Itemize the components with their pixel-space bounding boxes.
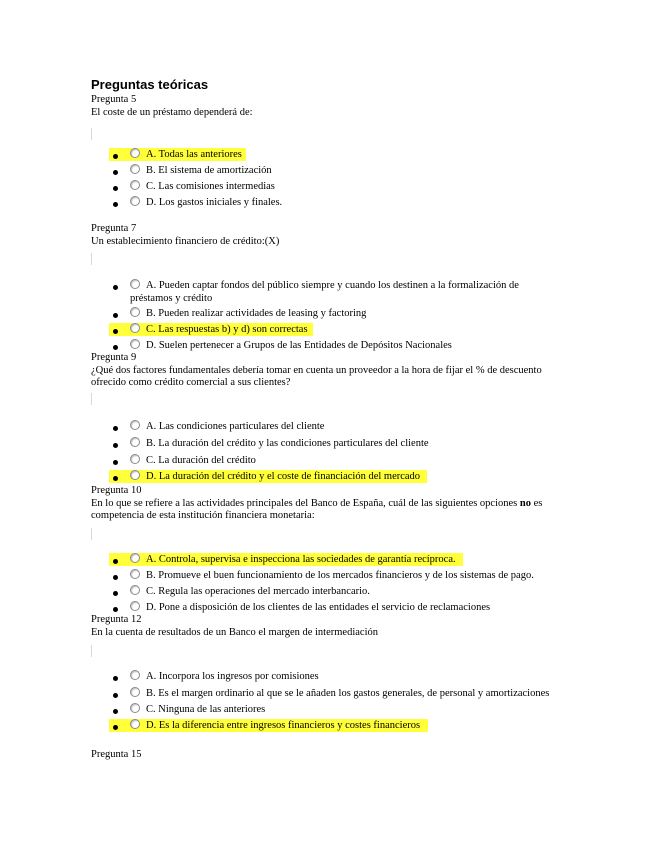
- option-label: C. Regula las operaciones del mercado interbancario.: [146, 586, 370, 597]
- radio-button-icon[interactable]: [130, 437, 140, 447]
- answer-field-marker: [91, 253, 92, 265]
- radio-button-icon[interactable]: [130, 470, 140, 480]
- option-label: C. Las respuestas b) y d) son correctas: [146, 324, 308, 335]
- answer-field-marker: [91, 128, 92, 140]
- question-text-emphasis: no: [519, 497, 531, 509]
- question-number: Pregunta 5: [91, 94, 137, 105]
- bullet-icon: [113, 476, 118, 481]
- question-12: [91, 614, 561, 639]
- radio-button-icon[interactable]: [130, 687, 140, 697]
- option-label: A. Las condiciones particulares del cliente: [146, 421, 325, 432]
- question-text: En la cuenta de resultados de un Banco el margen de intermediación: [91, 626, 378, 638]
- answer-field-marker: [91, 393, 92, 405]
- option-label: A. Pueden captar fondos del público siempre y cuando los destinen a la formalización de préstamos y crédito: [130, 280, 519, 304]
- question-7: [91, 223, 561, 248]
- option-label: D. Suelen pertenecer a Grupos de las Entidades de Depósitos Nacionales: [146, 340, 452, 351]
- option-label: C. La duración del crédito: [146, 455, 256, 466]
- bullet-icon: [113, 313, 118, 318]
- radio-button-icon[interactable]: [130, 323, 140, 333]
- question-number: Pregunta 12: [91, 614, 142, 625]
- option-label: B. Promueve el buen funcionamiento de los mercados financieros y de los sistemas de pago.: [146, 570, 534, 581]
- bullet-icon: [113, 202, 118, 207]
- radio-button-icon[interactable]: [130, 307, 140, 317]
- question-text: ¿Qué dos factores fundamentales debería tomar en cuenta un proveedor a la hora de fijar el % de descuento ofrecido como crédito comercial a sus clientes?: [91, 364, 542, 389]
- option-label: C. Ninguna de las anteriores: [146, 704, 266, 715]
- option-label: C. Las comisiones intermedias: [146, 181, 275, 192]
- question-number: Pregunta 9: [91, 352, 137, 363]
- option-label: D. Los gastos iniciales y finales.: [146, 197, 283, 208]
- question-text: Un establecimiento financiero de crédito:(X): [91, 235, 280, 247]
- bullet-icon: [113, 285, 118, 290]
- bullet-icon: [113, 460, 118, 465]
- radio-button-icon[interactable]: [130, 719, 140, 729]
- radio-button-icon[interactable]: [130, 339, 140, 349]
- radio-button-icon[interactable]: [130, 569, 140, 579]
- bullet-icon: [113, 709, 118, 714]
- bullet-icon: [113, 443, 118, 448]
- bullet-icon: [113, 170, 118, 175]
- question-15: [91, 749, 561, 762]
- bullet-icon: [113, 426, 118, 431]
- bullet-icon: [113, 676, 118, 681]
- question-9: [91, 352, 561, 390]
- bullet-icon: [113, 559, 118, 564]
- bullet-icon: [113, 329, 118, 334]
- option-label: A. Incorpora los ingresos por comisiones: [146, 671, 319, 682]
- question-5: [91, 94, 561, 119]
- section-title: Preguntas teóricas: [91, 77, 209, 92]
- option-label: B. Pueden realizar actividades de leasing y factoring: [146, 308, 367, 319]
- radio-button-icon[interactable]: [130, 553, 140, 563]
- option-label: D. Pone a disposición de los clientes de las entidades el servicio de reclamaciones: [146, 602, 491, 613]
- radio-button-icon[interactable]: [130, 585, 140, 595]
- question-text: El coste de un préstamo dependerá de:: [91, 106, 253, 118]
- answer-field-marker: [91, 528, 92, 540]
- option-label: B. Es el margen ordinario al que se le añaden los gastos generales, de personal y amortizaciones: [146, 688, 550, 699]
- question-number: Pregunta 15: [91, 749, 142, 760]
- bullet-icon: [113, 186, 118, 191]
- option-label: A. Todas las anteriores: [146, 149, 242, 160]
- radio-button-icon[interactable]: [130, 196, 140, 206]
- bullet-icon: [113, 345, 118, 350]
- radio-button-icon[interactable]: [130, 454, 140, 464]
- radio-button-icon[interactable]: [130, 601, 140, 611]
- question-10: [91, 485, 561, 523]
- answer-field-marker: [91, 645, 92, 657]
- question-number: Pregunta 7: [91, 223, 137, 234]
- radio-button-icon[interactable]: [130, 148, 140, 158]
- option-label: D. La duración del crédito y el coste de financiación del mercado: [146, 471, 421, 482]
- bullet-icon: [113, 591, 118, 596]
- option-label: B. El sistema de amortización: [146, 165, 272, 176]
- option-label: D. Es la diferencia entre ingresos financieros y costes financieros: [146, 720, 421, 731]
- bullet-icon: [113, 725, 118, 730]
- radio-button-icon[interactable]: [130, 180, 140, 190]
- bullet-icon: [113, 693, 118, 698]
- radio-button-icon[interactable]: [130, 670, 140, 680]
- question-text: [91, 498, 561, 523]
- radio-button-icon[interactable]: [130, 420, 140, 430]
- question-text-part: es competencia de esta institución financiera monetaria:: [91, 497, 543, 522]
- question-number: Pregunta 10: [91, 485, 142, 496]
- bullet-icon: [113, 575, 118, 580]
- option-label: B. La duración del crédito y las condiciones particulares del cliente: [146, 438, 429, 449]
- option-label: A. Controla, supervisa e inspecciona las sociedades de garantía recíproca.: [146, 554, 456, 565]
- question-text-part: En lo que se refiere a las actividades principales del Banco de España, cuál de las siguientes opciones: [91, 497, 520, 509]
- bullet-icon: [113, 607, 118, 612]
- radio-button-icon[interactable]: [130, 164, 140, 174]
- bullet-icon: [113, 154, 118, 159]
- radio-button-icon[interactable]: [130, 703, 140, 713]
